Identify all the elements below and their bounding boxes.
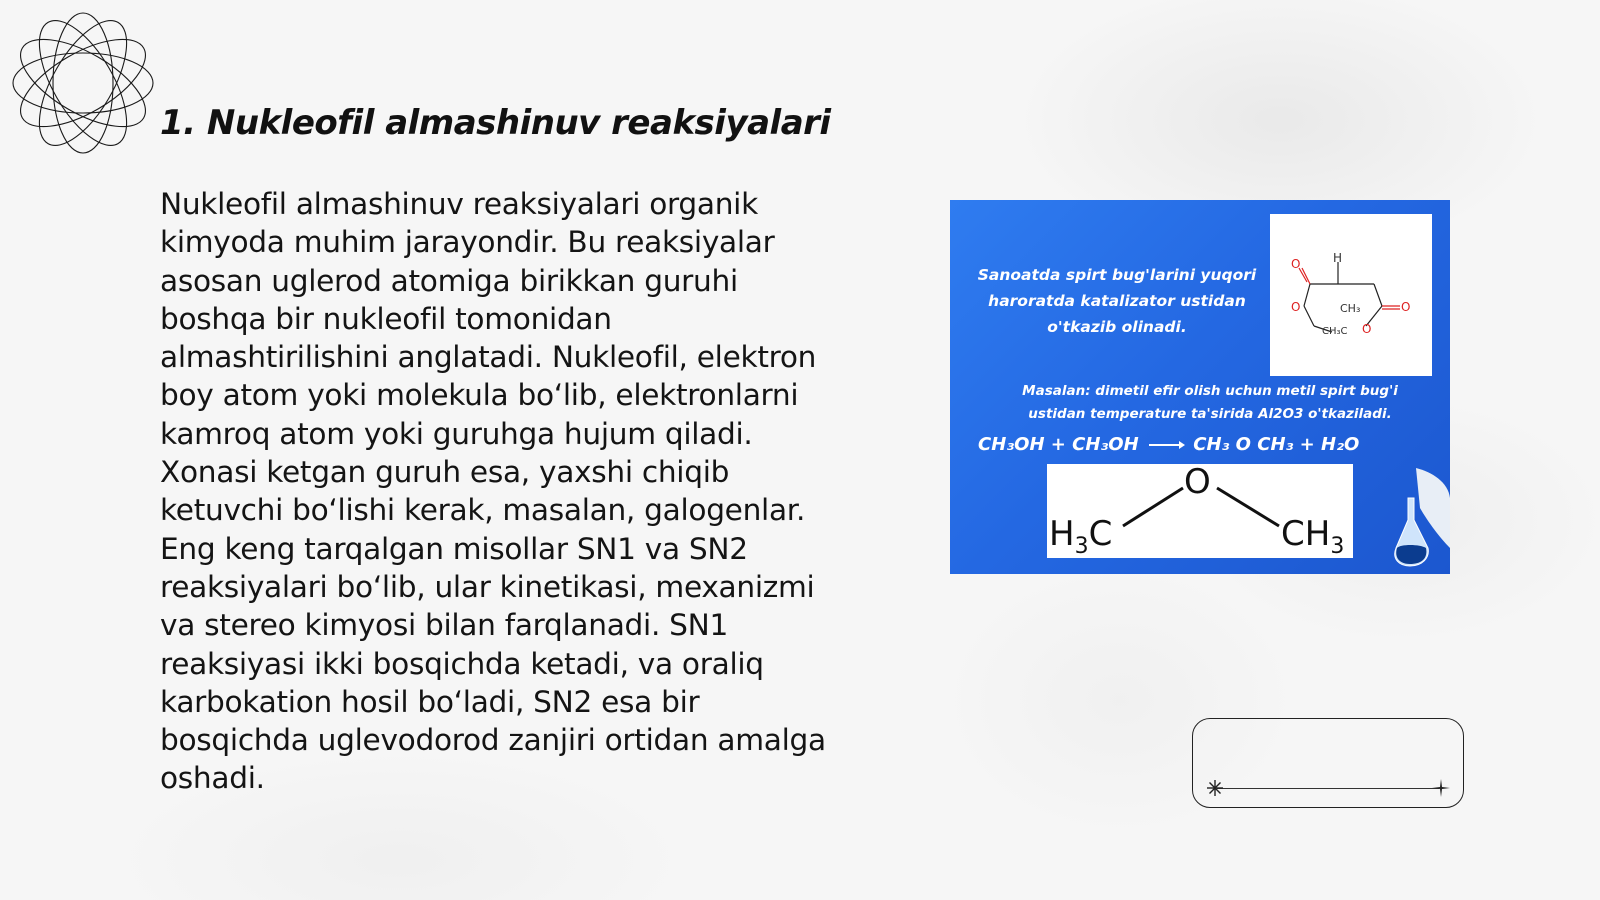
molecule-atom-label: O (1401, 300, 1411, 314)
figure-example-text (990, 380, 1430, 426)
example-line: ustidan temperature ta'sirida Al2O3 o'tkaziladi. (1028, 406, 1392, 422)
molecule-atom-label: O (1362, 322, 1372, 336)
reaction-arrow-icon (1149, 444, 1183, 446)
intro-line: Sanoatda spirt bug'larini yuqori (977, 266, 1257, 284)
molecule-atom-label: CH₃ (1340, 302, 1361, 315)
molecule-atom-label: O (1291, 257, 1301, 271)
plus-star-icon (1431, 778, 1451, 798)
label-text: H (1049, 514, 1075, 554)
reaction-illustration (950, 200, 1450, 574)
label-text: C (1088, 514, 1113, 554)
slide-body-text: Nukleofil almashinuv reaksiyalari organik kimyoda muhim jarayondir. Bu reaksiyalar asosan uglerod atomiga birikkan guruhi boshqa bir nukleofil tomonidan almashtirilishini anglatadi. Nukleofil, elektron boy atom yoki molekula bo‘lib, elektronlarni kamroq atom yoki guruhga hujum qiladi. Xonasi ketgan guruh esa, yaxshi chiqib ketuvchi bo‘lishi kerak, masalan, galogenlar. Eng keng tarqalgan misollar SN1 va SN2 reaksiyalari bo‘lib, ular kinetikasi, mexanizmi va stereo kimyosi bilan farqlanadi. SN1 reaksiyasi ikki bosqichda ketadi, va oraliq karbokation hosil bo‘ladi, SN2 esa bir bosqichda uglevodorod zanjiri ortidan amalga oshadi. (160, 187, 826, 796)
label-subscript: 3 (1074, 533, 1089, 558)
molecule-atom-label: CH₃C (1322, 326, 1348, 337)
molecule-atom-label: O (1291, 300, 1301, 314)
orbit-ornament-icon (8, 8, 158, 158)
figure-intro-text (964, 262, 1270, 340)
intro-line: o'tkazib olinadi. (1047, 318, 1187, 336)
slide-title: 1. Nukleofil almashinuv reaksiyalari (160, 103, 831, 143)
label-text: CH (1281, 514, 1331, 554)
equation-reactants: CH₃OH + CH₃OH (978, 434, 1139, 455)
sparkle-icon (1205, 778, 1225, 798)
molecule-atom-label: H (1333, 251, 1343, 265)
intro-line: haroratda katalizator ustidan (988, 292, 1246, 310)
equation-products: CH₃ O CH₃ + H₂O (1193, 434, 1360, 455)
cyclic-molecule-diagram (1270, 214, 1432, 376)
flask-icon (1370, 468, 1450, 574)
reaction-equation (978, 434, 1359, 455)
dimethyl-ether-structure (1047, 464, 1353, 558)
ether-oxygen-label: O (1184, 464, 1211, 502)
decorative-frame (1192, 718, 1464, 808)
ether-right-methyl-label (1281, 514, 1344, 558)
molecule-structure-panel (1270, 214, 1432, 376)
frame-divider (1217, 788, 1439, 789)
example-line: Masalan: dimetil efir olish uchun metil spirt bug'i (1022, 383, 1398, 399)
label-subscript: 3 (1330, 533, 1345, 558)
ether-left-methyl-label (1049, 514, 1112, 558)
